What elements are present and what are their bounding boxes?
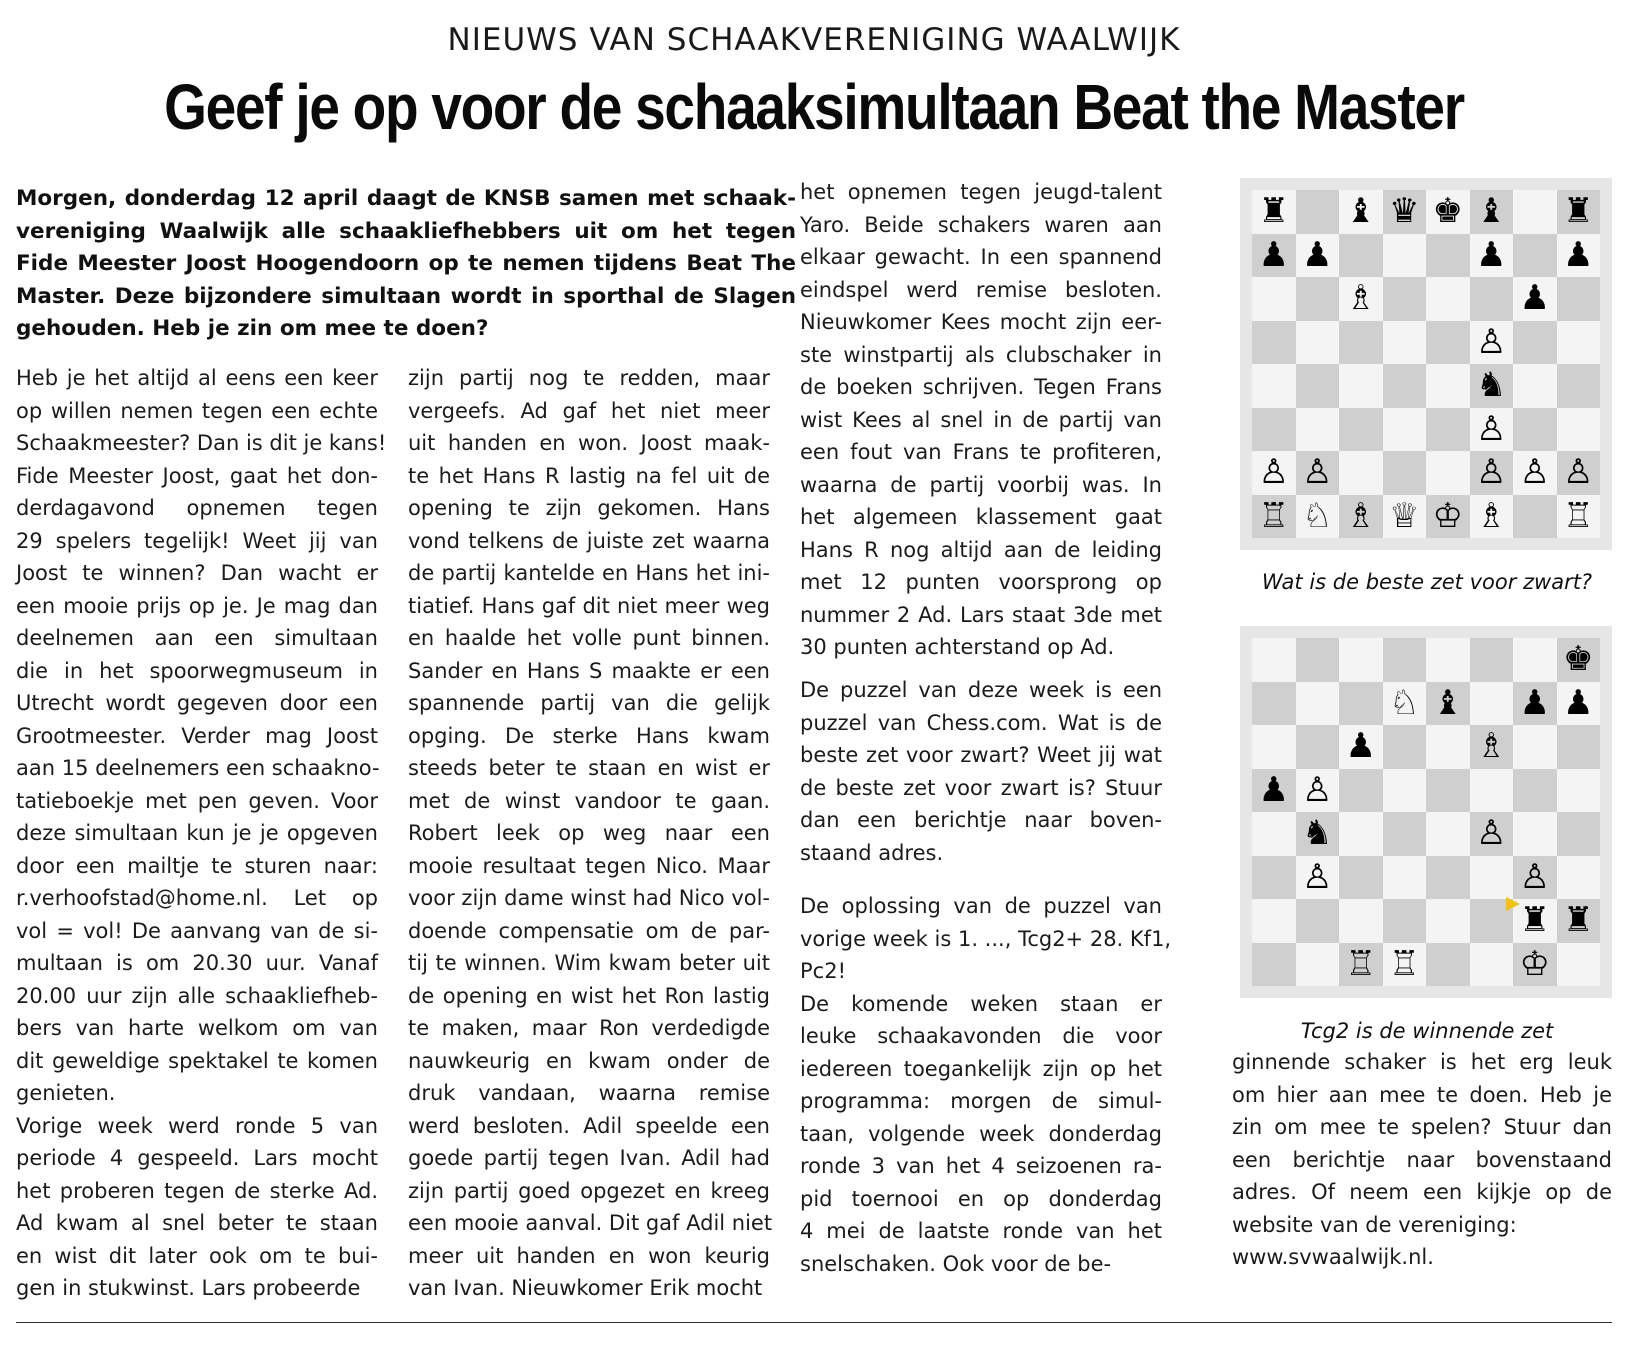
text-line: aan 15 deelnemers een schaakno- — [16, 756, 380, 780]
column-4 — [1232, 1046, 1612, 1274]
text-line: tatieboekje met pen geven. Voor — [16, 788, 378, 813]
chess-piece: ♗ — [1345, 278, 1376, 318]
text-line: De komende weken staan er — [800, 991, 1162, 1016]
chess-piece: ♜ — [1563, 191, 1594, 231]
text-line: Utrecht wordt gegeven door een — [16, 691, 378, 715]
chess-piece: ♖ — [1563, 495, 1594, 536]
text-line: en wist dit later ook om te bui- — [16, 1243, 378, 1268]
text-line: iedereen toegankelijk zijn op het — [800, 1056, 1162, 1081]
column-3-puzzle — [800, 674, 1162, 869]
board-square — [1383, 277, 1427, 321]
intro-paragraph — [16, 183, 796, 346]
chess-piece: ♗ — [1476, 495, 1507, 536]
chess-piece: ♘ — [1389, 682, 1420, 723]
board-square — [1513, 408, 1557, 452]
board-square — [1426, 277, 1470, 321]
text-line: nummer 2 Ad. Lars staat 3de met — [800, 602, 1162, 627]
text-line: die in het spoorwegmuseum in — [16, 658, 378, 683]
text-line: de boeken schrijven. Tegen Frans — [800, 375, 1162, 399]
chess-piece: ♗ — [1345, 495, 1376, 536]
board-square — [1339, 234, 1383, 278]
chess-piece: ♜ — [1519, 900, 1550, 940]
chess-piece: ♞ — [1476, 365, 1507, 405]
text-line: om hier aan mee te doen. Heb je — [1232, 1082, 1612, 1107]
board-square — [1383, 408, 1427, 452]
text-line: goede partij tegen Ivan. Adil had — [408, 1146, 770, 1170]
text-line: een berichtje naar bovenstaand — [1232, 1147, 1612, 1172]
board-square — [1296, 277, 1340, 321]
chess-diagram-solution — [1240, 626, 1612, 998]
text-line: taan, volgende week donderdag — [800, 1121, 1162, 1146]
text-line: elkaar gewacht. In een spannend — [800, 245, 1162, 269]
board-square — [1557, 364, 1601, 408]
chess-piece: ♜ — [1563, 900, 1594, 940]
board-square — [1296, 190, 1340, 234]
text-line: leuke schaakavonden die voor — [800, 1024, 1162, 1048]
text-line: Fide Meester Joost Hoogendoorn op te nemen tijdens Beat The — [16, 251, 796, 276]
text-line: spannende partij van die gelijk — [408, 691, 770, 715]
text-line: snelschaken. Ook voor de be- — [800, 1251, 1112, 1276]
text-line: voor zijn dame winst had Nico vol- — [408, 886, 771, 910]
text-line: gehouden. Heb je zin om mee te doen? — [16, 316, 489, 341]
chess-piece: ♘ — [1302, 495, 1333, 536]
caption-solution: Tcg2 is de winnende zet — [1300, 1019, 1554, 1043]
text-line: adres. Of neem een kijkje op de — [1232, 1180, 1612, 1204]
text-line: multaan is om 20.30 uur. Vanaf — [16, 951, 378, 975]
chess-piece: ♙ — [1563, 452, 1594, 492]
text-line: Grootmeester. Verder mag Joost — [16, 723, 378, 748]
text-line: opening te zijn gekomen. Hans — [408, 496, 770, 520]
text-line: met 12 punten voorsprong op — [800, 570, 1162, 594]
chess-piece: ♙ — [1519, 452, 1550, 492]
chess-piece: ♜ — [1258, 191, 1289, 231]
text-line: Ad kwam al snel beter te staan — [16, 1211, 378, 1235]
chess-piece: ♙ — [1258, 452, 1289, 492]
chess-piece: ♙ — [1476, 452, 1507, 492]
text-line: een mooie prijs op je. Je mag dan — [16, 593, 378, 618]
text-line: de beste zet voor zwart is? Stuur — [800, 775, 1162, 800]
text-line: mooie resultaat tegen Nico. Maar — [408, 853, 770, 878]
text-line: wist Kees al snel in de partij van — [800, 407, 1162, 432]
chess-piece: ♖ — [1258, 495, 1289, 536]
column-2 — [408, 362, 773, 1305]
board-square — [1383, 234, 1427, 278]
board-square — [1470, 277, 1514, 321]
headline: Geef je op voor de schaaksimultaan Beat the Master — [164, 71, 1464, 143]
text-line: te maken, maar Ron verdedigde — [408, 1016, 770, 1040]
column-1 — [16, 362, 387, 1305]
text-line: dan een berichtje naar boven- — [800, 808, 1162, 832]
chess-piece: ♙ — [1476, 813, 1507, 853]
text-line: Yaro. Beide schakers waren aan — [800, 212, 1162, 237]
board-square — [1426, 234, 1470, 278]
text-line: r.verhoofstad@home.nl. Let op — [16, 886, 378, 910]
column-3-solution — [800, 890, 1172, 1280]
text-line: ginnende schaker is het erg leuk — [1232, 1050, 1612, 1074]
board-square — [1383, 364, 1427, 408]
text-line: werd besloten. Adil speelde een — [408, 1113, 770, 1138]
text-line: deelnemen aan een simultaan — [16, 626, 378, 650]
board-square — [1339, 451, 1383, 495]
text-line: een fout van Frans te profiteren, — [800, 440, 1162, 464]
text-line: zijn partij nog te redden, maar — [408, 366, 770, 390]
text-line: programma: morgen de simul- — [800, 1089, 1162, 1113]
text-line: deze simultaan kun je je opgeven — [16, 821, 378, 845]
chess-piece: ♚ — [1432, 191, 1463, 231]
board-square — [1557, 321, 1601, 365]
chess-piece: ♗ — [1476, 726, 1507, 766]
board-square — [1426, 321, 1470, 365]
text-line: zijn partij goed opgezet en kreeg — [408, 1178, 770, 1203]
chess-piece: ♞ — [1302, 813, 1333, 853]
text-line: te het Hans R lastig na fel uit de — [408, 463, 770, 488]
chess-piece: ♟ — [1563, 234, 1594, 275]
text-line: De puzzel van deze week is een — [800, 678, 1162, 702]
board-square — [1383, 321, 1427, 365]
text-line: Heb je het altijd al eens een keer — [16, 366, 378, 390]
board-square — [1339, 408, 1383, 452]
text-line: pid toernooi en op donderdag — [800, 1186, 1162, 1211]
board-square — [1252, 364, 1296, 408]
text-line: gen in stukwinst. Lars probeerde — [16, 1276, 361, 1300]
board-square — [1383, 451, 1427, 495]
text-line: door een mailtje te sturen naar: — [16, 853, 378, 878]
chess-piece: ♟ — [1563, 682, 1594, 723]
text-line: Morgen, donderdag 12 april daagt de KNSB samen met schaak- — [16, 186, 796, 211]
text-line: Master. Deze bijzondere simultaan wordt in sporthal de Slagen — [16, 283, 796, 309]
chess-piece: ♙ — [1302, 769, 1333, 810]
text-line: Joost te winnen? Dan wacht er — [16, 561, 378, 585]
chess-piece: ♖ — [1345, 943, 1376, 984]
text-line: Vorige week werd ronde 5 van — [16, 1113, 378, 1138]
text-line: De oplossing van de puzzel van — [800, 894, 1162, 918]
text-line: Schaakmeester? Dan is dit je kans! — [16, 431, 387, 455]
text-line: 30 punten achterstand op Ad. — [800, 635, 1115, 659]
text-line: puzzel van Chess.com. Wat is de — [800, 710, 1162, 735]
board-square — [1296, 321, 1340, 365]
text-line: periode 4 gespeeld. Lars mocht — [16, 1146, 378, 1170]
chess-piece: ♟ — [1302, 234, 1333, 275]
text-line: bers van harte welkom om van — [16, 1016, 378, 1040]
text-line: Fide Meester Joost, gaat het don- — [16, 463, 378, 488]
board-square — [1252, 408, 1296, 452]
text-line: het opnemen tegen jeugd-talent — [800, 180, 1162, 204]
text-line: Robert leek op weg naar een — [408, 821, 770, 845]
text-line: druk vandaan, waarna remise — [408, 1081, 770, 1105]
text-line: tiatief. Hans gaf dit niet meer weg — [408, 593, 770, 618]
chess-piece: ♔ — [1432, 495, 1463, 536]
board-square — [1252, 321, 1296, 365]
chess-piece: ♟ — [1345, 726, 1376, 766]
text-line: dit geweldige spektakel te komen — [16, 1048, 378, 1073]
text-line: van Ivan. Nieuwkomer Erik mocht — [408, 1276, 763, 1300]
chess-piece: ♟ — [1258, 769, 1289, 810]
text-line: doende compensatie om de par- — [408, 918, 770, 943]
chess-piece: ♙ — [1519, 856, 1550, 897]
text-line: meer uit handen en won keurig — [408, 1243, 770, 1268]
bottom-rule — [16, 1322, 1612, 1323]
text-line: nauwkeurig en kwam onder de — [408, 1048, 770, 1073]
text-line: Pc2! — [800, 959, 846, 983]
board-square — [1252, 277, 1296, 321]
board-square — [1513, 190, 1557, 234]
text-line: zin om mee te spelen? Stuur dan — [1232, 1115, 1612, 1139]
text-line: steeds beter te staan en wist er — [408, 756, 770, 780]
text-line: Nieuwkomer Kees mocht zijn eer- — [800, 310, 1162, 334]
text-line: tij te winnen. Wim kwam beter uit — [408, 951, 770, 975]
text-line: vorige week is 1. ..., Tcg2+ 28. Kf1, — [800, 926, 1172, 951]
text-line: uit handen en won. Joost maak- — [408, 431, 770, 455]
chess-piece: ♙ — [1476, 321, 1507, 362]
chess-piece: ♙ — [1302, 856, 1333, 897]
text-line: www.svwaalwijk.nl. — [1232, 1245, 1434, 1269]
chess-piece: ♔ — [1519, 943, 1550, 984]
chess-diagram-puzzle — [1240, 178, 1612, 550]
chess-piece: ♕ — [1389, 495, 1420, 536]
chess-piece: ♝ — [1476, 191, 1507, 231]
text-line: vergeefs. Ad gaf het niet meer — [408, 398, 770, 423]
text-line: Hans R nog altijd aan de leiding — [800, 537, 1162, 562]
text-line: website van de vereniging: — [1232, 1212, 1517, 1237]
text-line: Sander en Hans S maakte er een — [408, 658, 770, 683]
text-line: beste zet voor zwart? Weet jij wat — [800, 743, 1162, 767]
text-line: vol = vol! De aanvang van de si- — [16, 918, 378, 943]
chess-piece: ♙ — [1476, 408, 1507, 449]
text-line: en haalde het volle punt binnen. — [408, 626, 770, 650]
board-square — [1557, 408, 1601, 452]
board-square — [1513, 495, 1557, 539]
board-square — [1426, 408, 1470, 452]
text-line: ronde 3 van het 4 seizoenen ra- — [800, 1154, 1162, 1178]
caption-puzzle: Wat is de beste zet voor zwart? — [1261, 570, 1593, 594]
board-square — [1339, 364, 1383, 408]
text-line: op willen nemen tegen een echte — [16, 398, 378, 423]
text-line: 4 mei de laatste ronde van het — [800, 1219, 1162, 1243]
chess-piece: ♛ — [1389, 191, 1420, 231]
board-square — [1339, 321, 1383, 365]
text-line: genieten. — [16, 1081, 116, 1105]
move-arrow — [1240, 626, 1612, 998]
board-square — [1513, 321, 1557, 365]
board-square — [1296, 364, 1340, 408]
chess-piece: ♟ — [1519, 682, 1550, 723]
board-square — [1296, 408, 1340, 452]
text-line: eindspel werd remise besloten. — [800, 277, 1162, 302]
text-line: met de winst vandoor te gaan. — [408, 788, 770, 813]
board-square — [1426, 364, 1470, 408]
board-square — [1513, 234, 1557, 278]
board-square — [1426, 451, 1470, 495]
text-line: de partij kantelde en Hans het ini- — [408, 561, 770, 585]
chess-piece: ♟ — [1519, 278, 1550, 318]
board-square — [1557, 277, 1601, 321]
chess-piece: ♟ — [1258, 234, 1289, 275]
text-line: de opening en wist het Ron lastig — [408, 983, 770, 1008]
text-line: het proberen tegen de sterke Ad. — [16, 1178, 378, 1203]
text-line: vond telkens de juiste zet waarna — [408, 528, 770, 553]
text-line: het algemeen klassement gaat — [800, 505, 1162, 529]
board-square — [1513, 364, 1557, 408]
text-line: een mooie aanval. Dit gaf Adil niet — [408, 1211, 773, 1235]
text-line: derdagavond opnemen tegen — [16, 496, 378, 520]
text-line: 29 spelers tegelijk! Weet jij van — [16, 528, 378, 553]
text-line: waarna de partij voorbij was. In — [800, 472, 1162, 497]
chess-piece: ♙ — [1302, 452, 1333, 492]
chess-piece: ♖ — [1389, 943, 1420, 984]
section-kicker: NIEUWS VAN SCHAAKVERENIGING WAALWIJK — [447, 22, 1181, 58]
text-line: vereniging Waalwijk alle schaakliefhebbers uit om het tegen — [16, 218, 796, 244]
text-line: staand adres. — [800, 840, 944, 865]
text-line: ste winstpartij als clubschaker in — [800, 342, 1162, 367]
column-3-report — [800, 176, 1162, 664]
text-line: opging. De sterke Hans kwam — [408, 723, 770, 748]
chess-piece: ♝ — [1432, 682, 1463, 723]
chess-piece: ♝ — [1345, 191, 1376, 231]
chess-piece: ♟ — [1476, 234, 1507, 275]
chess-piece: ♚ — [1563, 639, 1594, 679]
text-line: 20.00 uur zijn alle schaakliefheb- — [16, 983, 378, 1008]
